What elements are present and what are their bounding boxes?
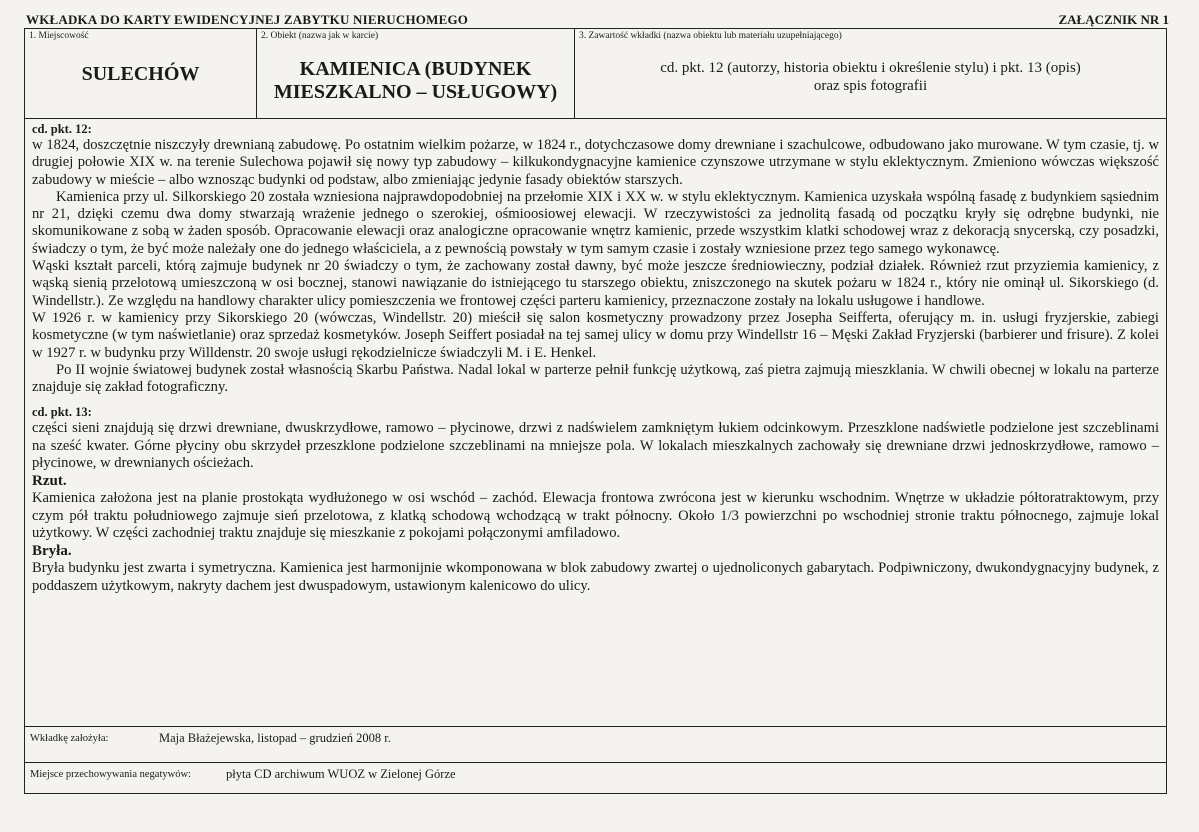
bryla-heading: Bryła. [32, 543, 72, 560]
body-text [32, 121, 1159, 595]
section12-label: cd. pkt. 12: [32, 122, 92, 136]
contents-value-line2: oraz spis fotografii [813, 78, 928, 94]
object-value-line2: MIESZKALNO – USŁUGOWY) [273, 81, 558, 103]
section12-paragraph-1: w 1824, doszczętnie niszczyły drewnianą zabudowę. Po ostatnim wielkim pożarze, w 1824 r., dotychczasowe domy drewniane i szachulcowe, odbudowano jako murowane. W tym czasie, tj. w drugiej połowie XIX w. na terenie Sulechowa pojawił się nowy typ zabudowy – kilkukondygnacyjne kamienice czynszowe utrzymane w stylu eklektycznym. Zmieniono wówczas większość zabudowy w mieście – albo wznosząc budynki od podstaw, albo zmieniając jedynie fasady obiektów starszych. [32, 137, 1159, 188]
attachment-number: ZAŁĄCZNIK NR 1 [1058, 12, 1169, 27]
rzut-heading: Rzut. [32, 473, 67, 490]
bryla-paragraph: Bryła budynku jest zwarta i symetryczna. Kamienica jest harmonijnie wkomponowana w blok zabudowy zwartej o ujednoliconych gabarytach. Podpiwniczony, dwukondygnacyjny budynek, z poddaszem użytkowym, nakryty dachem jest dwuspadowym, ustawionym kalenicowo do ulicy. [32, 560, 1159, 594]
section12-paragraph-3: Wąski kształt parceli, którą zajmuje budynek nr 20 świadczy o tym, że zachowany został dawny, być może jeszcze średniowieczny, podział działek. Również rzut przyziemia kamienicy, z wąską sienią przelotową umieszczoną w osi bocznej, stanowi nawiązanie do istniejącego tu starszego obiektu, zniszczonego na skutek pożaru w 1824 r., który nie ominął ul. Sikorskiego (d. Windellstr.). Ze względu na handlowy charakter ulicy pomieszczenia we frontowej części parteru kamienicy, przeznaczone zostały na lokalu usługowe i handlowe. [32, 258, 1159, 309]
locality-value: SULECHÓW [81, 63, 200, 85]
object-cell [257, 29, 575, 118]
section13-paragraph-1: części sieni znajdują się drzwi drewniane, dwuskrzydłowe, ramowo – płycinowe, drzwi z nadświelem zamkniętym łukiem odcinkowym. Przeszklone nadświetle podzielone jest szczeblinami na sześć kwater. Górne płyciny obu skrzydeł przeszklone podzielone szczeblinami na mniejsze pola. W lokalach mieszkalnych zachowały się drewniane drzwi jednoskrzydłowe, ramowo – płycinowe, w drewnianych ościeżach. [32, 420, 1159, 472]
locality-label: 1. Miejscowość [29, 31, 89, 41]
storage-label: Miejsce przechowywania negatywów: [30, 769, 191, 780]
object-value [257, 58, 574, 104]
section-gap [32, 396, 1159, 404]
contents-value [575, 59, 1166, 95]
object-value-line1: KAMIENICA (BUDYNEK [299, 58, 532, 80]
section12-paragraph-4: W 1926 r. w kamienicy przy Sikorskiego 20 (wówczas, Windellstr. 20) mieścił się salon kosmetyczny prowadzony przez Josepha Seifferta, oferujący m. in. usługi fryzjerskie, zabiegi kosmetyczne (w tym naświetlanie) oraz sprzedaż kosmetyków. Joseph Seiffert posiadał na tej samej ulicy w domu przy Windellstr 16 – Męski Zakład Fryzjerski (barbierer und frisure). Z kolei w 1927 r. w budynku przy Willdenstr. 20 swoje usługi rękodzielnicze świadczyli M. i E. Henkel. [32, 309, 1159, 361]
author-value: Maja Błażejewska, listopad – grudzień 2008 r. [159, 731, 391, 745]
storage-value: płyta CD archiwum WUOZ w Zielonej Górze [226, 767, 456, 781]
section12-paragraph-5: Po II wojnie światowej budynek został własnością Skarbu Państwa. Nadal lokal w parterze pełnił funkcję użytkową, zaś pietra zajmują mieszklania. W chwili obecnej w lokalu na parterze znajduje się zakład fotograficzny. [32, 361, 1159, 396]
record-card [24, 28, 1167, 794]
storage-row [25, 762, 1166, 793]
section12-paragraph-2: Kamienica przy ul. Silkorskiego 20 została wzniesiona najprawdopodobniej na przełomie XIX i XX w. w stylu eklektycznym. Kamienica uzyskała wspólną fasadę z budynkiem sąsiednim nr 21, dzięki czemu dwa domy stwarzają wrażenie jednego o szerokiej, ośmioosiowej elewacji. W rzeczywistości za jednolitą fasadą od początku kryły się odrębne budynki, nie skomunikowane z sobą w żaden sposób. Opracowanie elewacji oraz analogiczne opracowanie wnętrz kamienic, przede wszystkim klatki schodowej wraz z dekoracją snycerską, czy posadzki, świadczy o tym, że być może należały one do jednego właściciela, a z pewnością powstały w tym samym czasie i zostały wzniesione przez tego samego wykonawcę. [32, 188, 1159, 257]
author-label: Wkładkę założyła: [30, 733, 109, 744]
rzut-paragraph: Kamienica założona jest na planie prostokąta wydłużonego w osi wschód – zachód. Elewacja frontowa zwrócona jest w kierunku wschodnim. Wnętrze w układzie półtoratraktowym, przy czym pół traktu południowego zajmuje sień przelotowa, z klatką schodową wchodzącą w trakt północny. Około 1/3 powierzchni po wschodniej stronie traktu północnego, zajmuje lokal użytkowy. W części zachodniej traktu znajduje się mieszkanie z pokojami połączonymi amfiladowo. [32, 490, 1159, 541]
locality-cell [25, 29, 257, 118]
contents-label: 3. Zawartość wkładki (nazwa obiektu lub materiału uzupełniającego) [579, 31, 842, 41]
form-title: WKŁADKA DO KARTY EWIDENCYJNEJ ZABYTKU NIERUCHOMEGO [26, 12, 469, 27]
header-row [25, 29, 1166, 119]
contents-cell [575, 29, 1166, 118]
contents-value-line1: cd. pkt. 12 (autorzy, historia obiektu i określenie stylu) i pkt. 13 (opis) [660, 60, 1081, 76]
author-row [25, 726, 1166, 762]
section13-label: cd. pkt. 13: [32, 405, 92, 420]
object-label: 2. Obiekt (nazwa jak w karcie) [261, 31, 379, 41]
